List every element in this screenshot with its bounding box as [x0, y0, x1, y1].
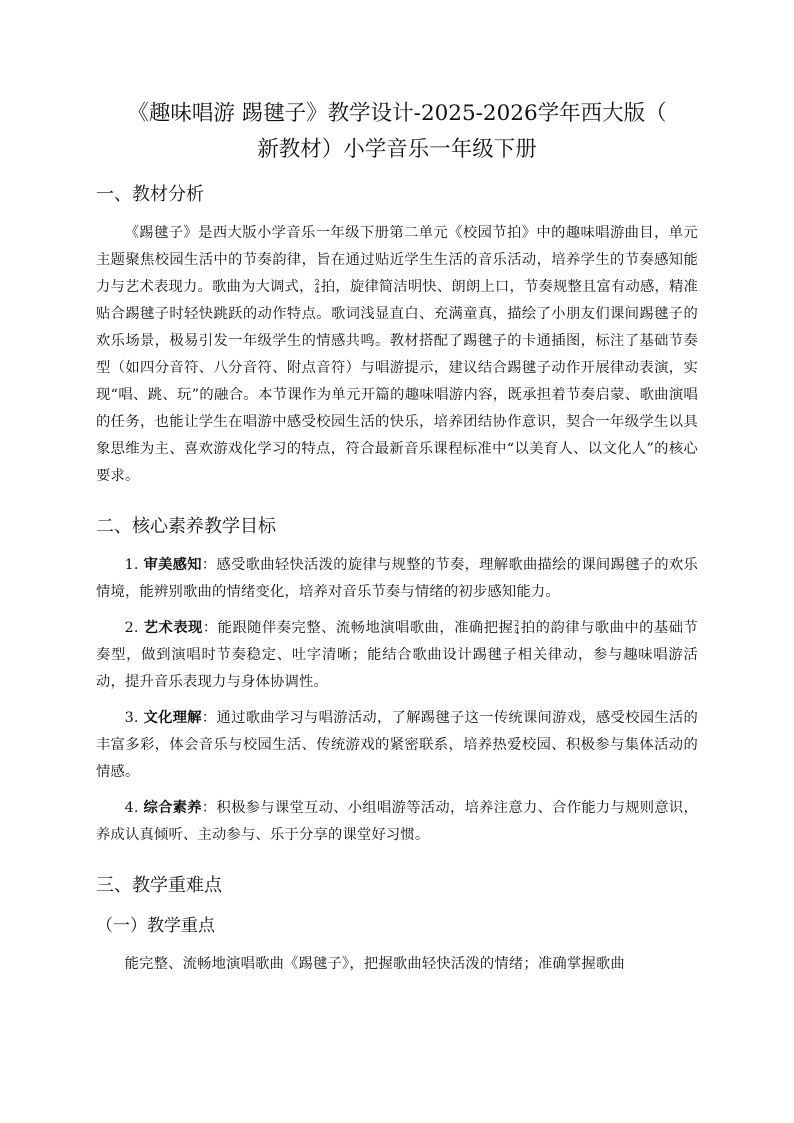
goal-number: 2.: [124, 620, 139, 636]
goal-number: 4.: [124, 800, 139, 816]
goal-text: ：感受歌曲轻快活泼的旋律与规整的节奏，理解歌曲描绘的课间踢毽子的欢乐情境，能辨别歌曲的情绪变化，培养对音乐节奏与情绪的初步感知能力。: [96, 557, 698, 600]
goal-number: 1.: [124, 557, 139, 573]
goal-text-before: ：能跟随伴奏完整、流畅地演唱歌曲，准确把握: [202, 620, 514, 636]
key-points-paragraph: 能完整、流畅地演唱歌曲《踢毽子》，把握歌曲轻快活泼的情绪；准确掌握歌曲: [124, 956, 625, 972]
goal-item: [96, 615, 698, 696]
goal-item: [96, 705, 698, 786]
analysis-text-after: 拍，旋律简洁明快、朗朗上口，节奏规整且富有动感，精准贴合踢毽子时轻快跳跃的动作特点。歌词浅显直白、充满童真，描绘了小朋友们课间踢毽子的欢乐场景，极易引发一年级学生的情感共鸣。教材搭配了踢毽子的卡通插图，标注了基础节奏型（如四分音符、八分音符、附点音符）与唱游提示，建议结合踢毽子动作开展律动表演，实现“唱、跳、玩”的融合。本节课作为单元开篇的趣味唱游内容，既承担着节奏启蒙、歌曲演唱的任务，也能让学生在唱游中感受校园生活的快乐，培养团结协作意识，契合一年级学生以具象思维为主、喜欢游戏化学习的特点，符合最新音乐课程标准中“以美育人、以文化人”的核心要求。: [96, 279, 698, 484]
goal-label: 文化理解: [143, 710, 202, 726]
sub-heading-key-points: （一）教学重点: [96, 916, 215, 936]
document-title: [96, 96, 698, 168]
goal-text: ：积极参与课堂互动、小组唱游等活动，培养注意力、合作能力与规则意识，养成认真倾听、主动参与、乐于分享的课堂好习惯。: [96, 800, 698, 843]
title-line-1: 《趣味唱游 踢毽子》教学设计-2025-2026学年西大版（: [127, 101, 667, 126]
time-sig-top: 2: [514, 619, 520, 628]
time-sig-bottom: 4: [514, 627, 520, 636]
analysis-paragraph: [96, 220, 698, 490]
goal-number: 3.: [124, 710, 139, 726]
goal-label: 综合素养: [143, 800, 202, 816]
time-sig-top: 2: [314, 278, 320, 287]
goal-label: 审美感知: [143, 557, 202, 573]
time-signature: [315, 279, 320, 295]
analysis-text-before: 《踢毽子》是西大版小学音乐一年级下册第二单元《校园节拍》中的趣味唱游曲目，单元主题聚焦校园生活中的节奏韵律，旨在通过贴近学生生活的音乐活动，培养学生的节奏感知能力与艺术表现力。歌曲为大调式，: [96, 225, 698, 295]
goal-text-after: 拍的韵律与歌曲中的基础节奏型，做到演唱时节奏稳定、吐字清晰；能结合歌曲设计踢毽子相关律动，参与趣味唱游活动，提升音乐表现力与身体协调性。: [96, 620, 698, 690]
goal-label: 艺术表现: [143, 620, 203, 636]
section-heading-key-points: 三、教学重难点: [96, 875, 222, 896]
title-line-2: 新教材）小学音乐一年级下册: [257, 137, 537, 162]
time-sig-bottom: 4: [314, 286, 320, 295]
document-page: [96, 96, 698, 978]
goal-text: ：通过歌曲学习与唱游活动，了解踢毽子这一传统课间游戏，感受校园生活的丰富多彩，体会音乐与校园生活、传统游戏的紧密联系，培养热爱校园、积极参与集体活动的情感。: [96, 710, 698, 780]
goal-item: [96, 552, 698, 606]
goal-item: [96, 795, 698, 849]
section-heading-analysis: 一、教材分析: [96, 184, 204, 205]
time-signature: [514, 620, 519, 636]
section-heading-goals: 二、核心素养教学目标: [96, 516, 276, 537]
